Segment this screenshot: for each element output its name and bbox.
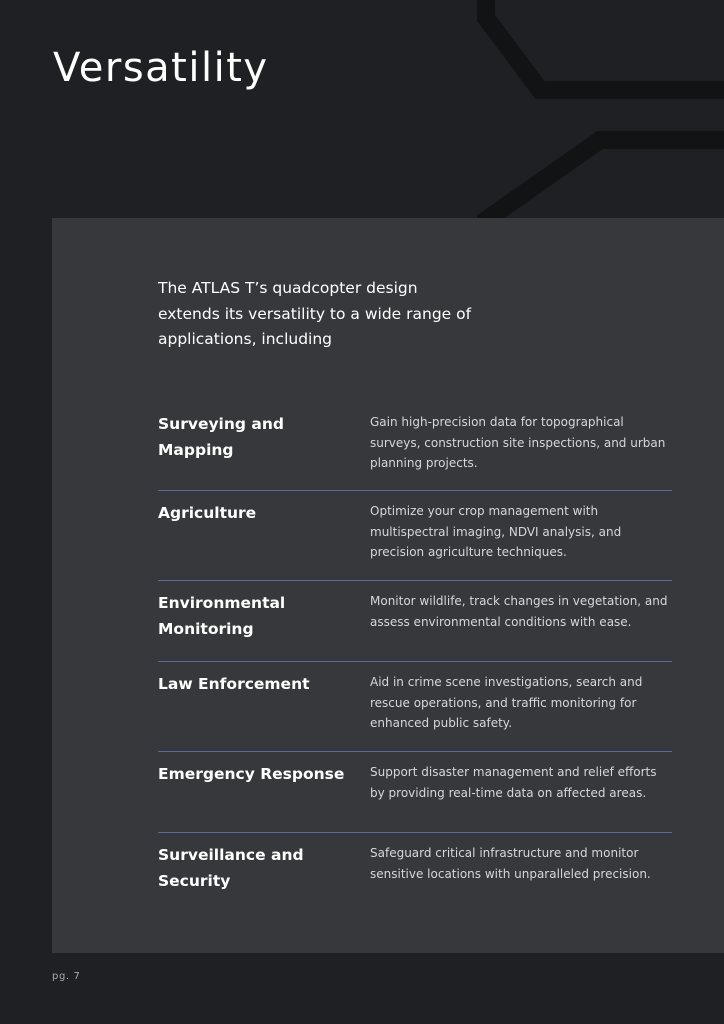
application-description: Support disaster management and relief efforts by providing real-time data on affected areas. <box>370 765 657 800</box>
application-row-environmental <box>158 581 672 662</box>
applications-list <box>158 402 672 913</box>
application-row-surveillance <box>158 833 672 913</box>
content-panel <box>52 218 724 953</box>
application-description: Monitor wildlife, track changes in vegetation, and assess environmental conditions with ease. <box>370 594 668 629</box>
application-row-agriculture <box>158 491 672 581</box>
page-number: pg. 7 <box>52 971 81 982</box>
application-name: Surveying and Mapping <box>158 415 284 459</box>
application-name: Environmental Monitoring <box>158 594 286 638</box>
application-name: Emergency Response <box>158 765 345 783</box>
application-name: Surveillance and Security <box>158 846 304 890</box>
application-row-emergency <box>158 752 672 833</box>
application-description: Aid in crime scene investigations, search and rescue operations, and traffic monitoring for enhanced public safety. <box>370 675 643 730</box>
page-title: Versatility <box>53 45 269 91</box>
intro-paragraph: The ATLAS T’s quadcopter design extends its versatility to a wide range of applications, including <box>158 279 472 348</box>
application-name: Agriculture <box>158 504 257 522</box>
application-description: Optimize your crop management with multispectral imaging, NDVI analysis, and precision agriculture techniques. <box>370 504 622 559</box>
application-description: Gain high-precision data for topographical surveys, construction site inspections, and urban planning projects. <box>370 415 666 470</box>
application-row-surveying <box>158 402 672 491</box>
application-row-law-enforcement <box>158 662 672 752</box>
application-description: Safeguard critical infrastructure and monitor sensitive locations with unparalleled precision. <box>370 846 651 881</box>
application-name: Law Enforcement <box>158 675 310 693</box>
